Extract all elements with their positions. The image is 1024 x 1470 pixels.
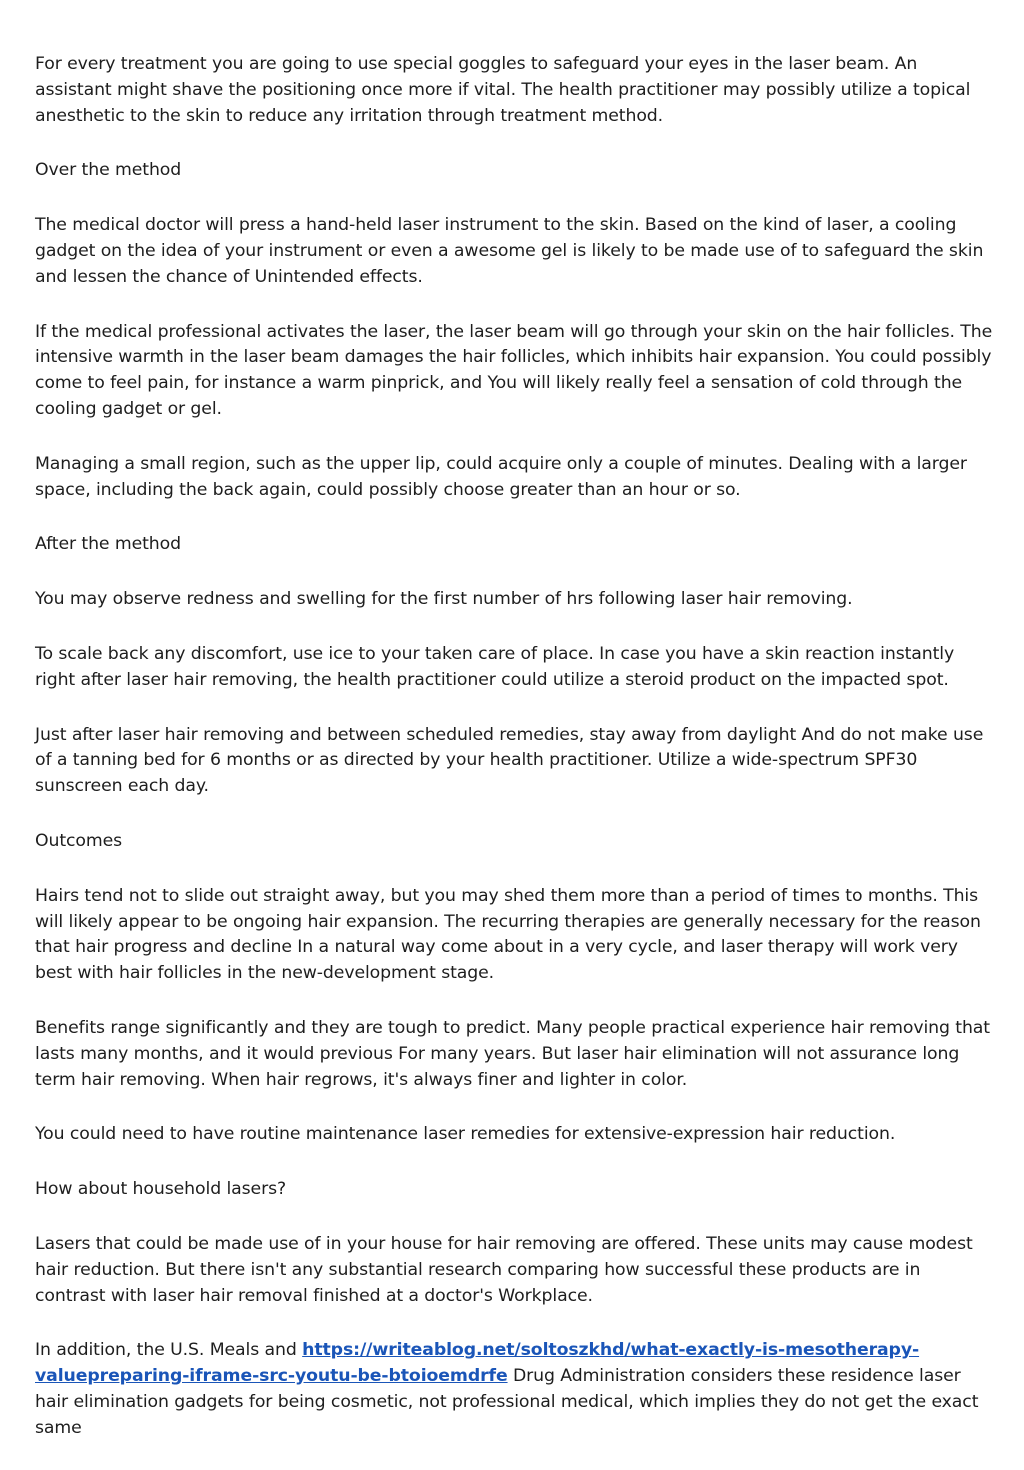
paragraph-maintenance: You could need to have routine maintenance laser remedies for extensive-expression hair reduction. bbox=[35, 1124, 896, 1145]
fda-text-after: Drug Administration considers these residence laser hair elimination gadgets for being cosmetic, not professional medical, which implies they do not get the exact same bbox=[35, 1366, 979, 1438]
paragraph-home-lasers: Lasers that could be made use of in your house for hair removing are offered. These units may cause modest hair reduction. But there isn't any substantial research comparing how successful these products are in contrast with laser hair removal finished at a doctor's Workplace. bbox=[35, 1233, 973, 1306]
article-link[interactable]: https://writeablog.net/soltoszkhd/what-exactly-is-mesotherapy-valuepreparing-iframe-src-youtu-be-btoioemdrfe bbox=[35, 1340, 920, 1387]
paragraph-benefits: Benefits range significantly and they are tough to predict. Many people practical experience hair removing that lasts many months, and it would previous For many years. But laser hair elimination will not assurance long term hair removing. When hair regrows, it's always finer and lighter in color. bbox=[35, 1017, 990, 1090]
fda-text-before: In addition, the U.S. Meals and bbox=[35, 1340, 303, 1361]
heading-over-the-method: Over the method bbox=[35, 160, 182, 181]
paragraph-hairs-shed: Hairs tend not to slide out straight away, but you may shed them more than a period of times to months. This will likely appear to be ongoing hair expansion. The recurring therapies are generally necessary for the reason that hair progress and decline In a natural way come about in a very cycle, and laser therapy will work very best with hair follicles in the new-development stage. bbox=[35, 885, 981, 984]
document-body bbox=[35, 52, 995, 1470]
paragraph-daylight: Just after laser hair removing and between scheduled remedies, stay away from daylight And do not make use of a tanning bed for 6 months or as directed by your health practitioner. Utilize a wide-spectrum SPF30 sunscreen each day. bbox=[35, 724, 984, 797]
paragraph-managing-region: Managing a small region, such as the upper lip, could acquire only a couple of minutes. Dealing with a larger space, including the back again, could possibly choose greater than an hour or so. bbox=[35, 453, 967, 500]
heading-outcomes: Outcomes bbox=[35, 830, 123, 851]
heading-household-lasers: How about household lasers? bbox=[35, 1179, 287, 1200]
paragraph-redness: You may observe redness and swelling for the first number of hrs following laser hair removing. bbox=[35, 589, 853, 610]
paragraph-laser-instrument: The medical doctor will press a hand-held laser instrument to the skin. Based on the kind of laser, a cooling gadget on the idea of your instrument or even a awesome gel is likely to be made use of to safeguard the skin and lessen the chance of Unintended effects. bbox=[35, 215, 984, 287]
paragraph-discomfort: To scale back any discomfort, use ice to your taken care of place. In case you have a skin reaction instantly right after laser hair removing, the health practitioner could utilize a steroid product on the impacted spot. bbox=[35, 643, 955, 690]
heading-after-the-method: After the method bbox=[35, 534, 181, 555]
paragraph-activates-laser: If the medical professional activates the laser, the laser beam will go through your skin on the hair follicles. The intensive warmth in the laser beam damages the hair follicles, which inhibits hair expansion. You could possibly come to feel pain, for instance a warm pinprick, and You will likely really feel a sensation of cold through the cooling gadget or gel. bbox=[35, 321, 993, 419]
paragraph-goggles: For every treatment you are going to use special goggles to safeguard your eyes in the laser beam. An assistant might shave the positioning once more if vital. The health practitioner may possibly utilize a topical anesthetic to the skin to reduce any irritation through treatment method. bbox=[35, 54, 971, 126]
paragraph-fda bbox=[35, 1338, 995, 1441]
